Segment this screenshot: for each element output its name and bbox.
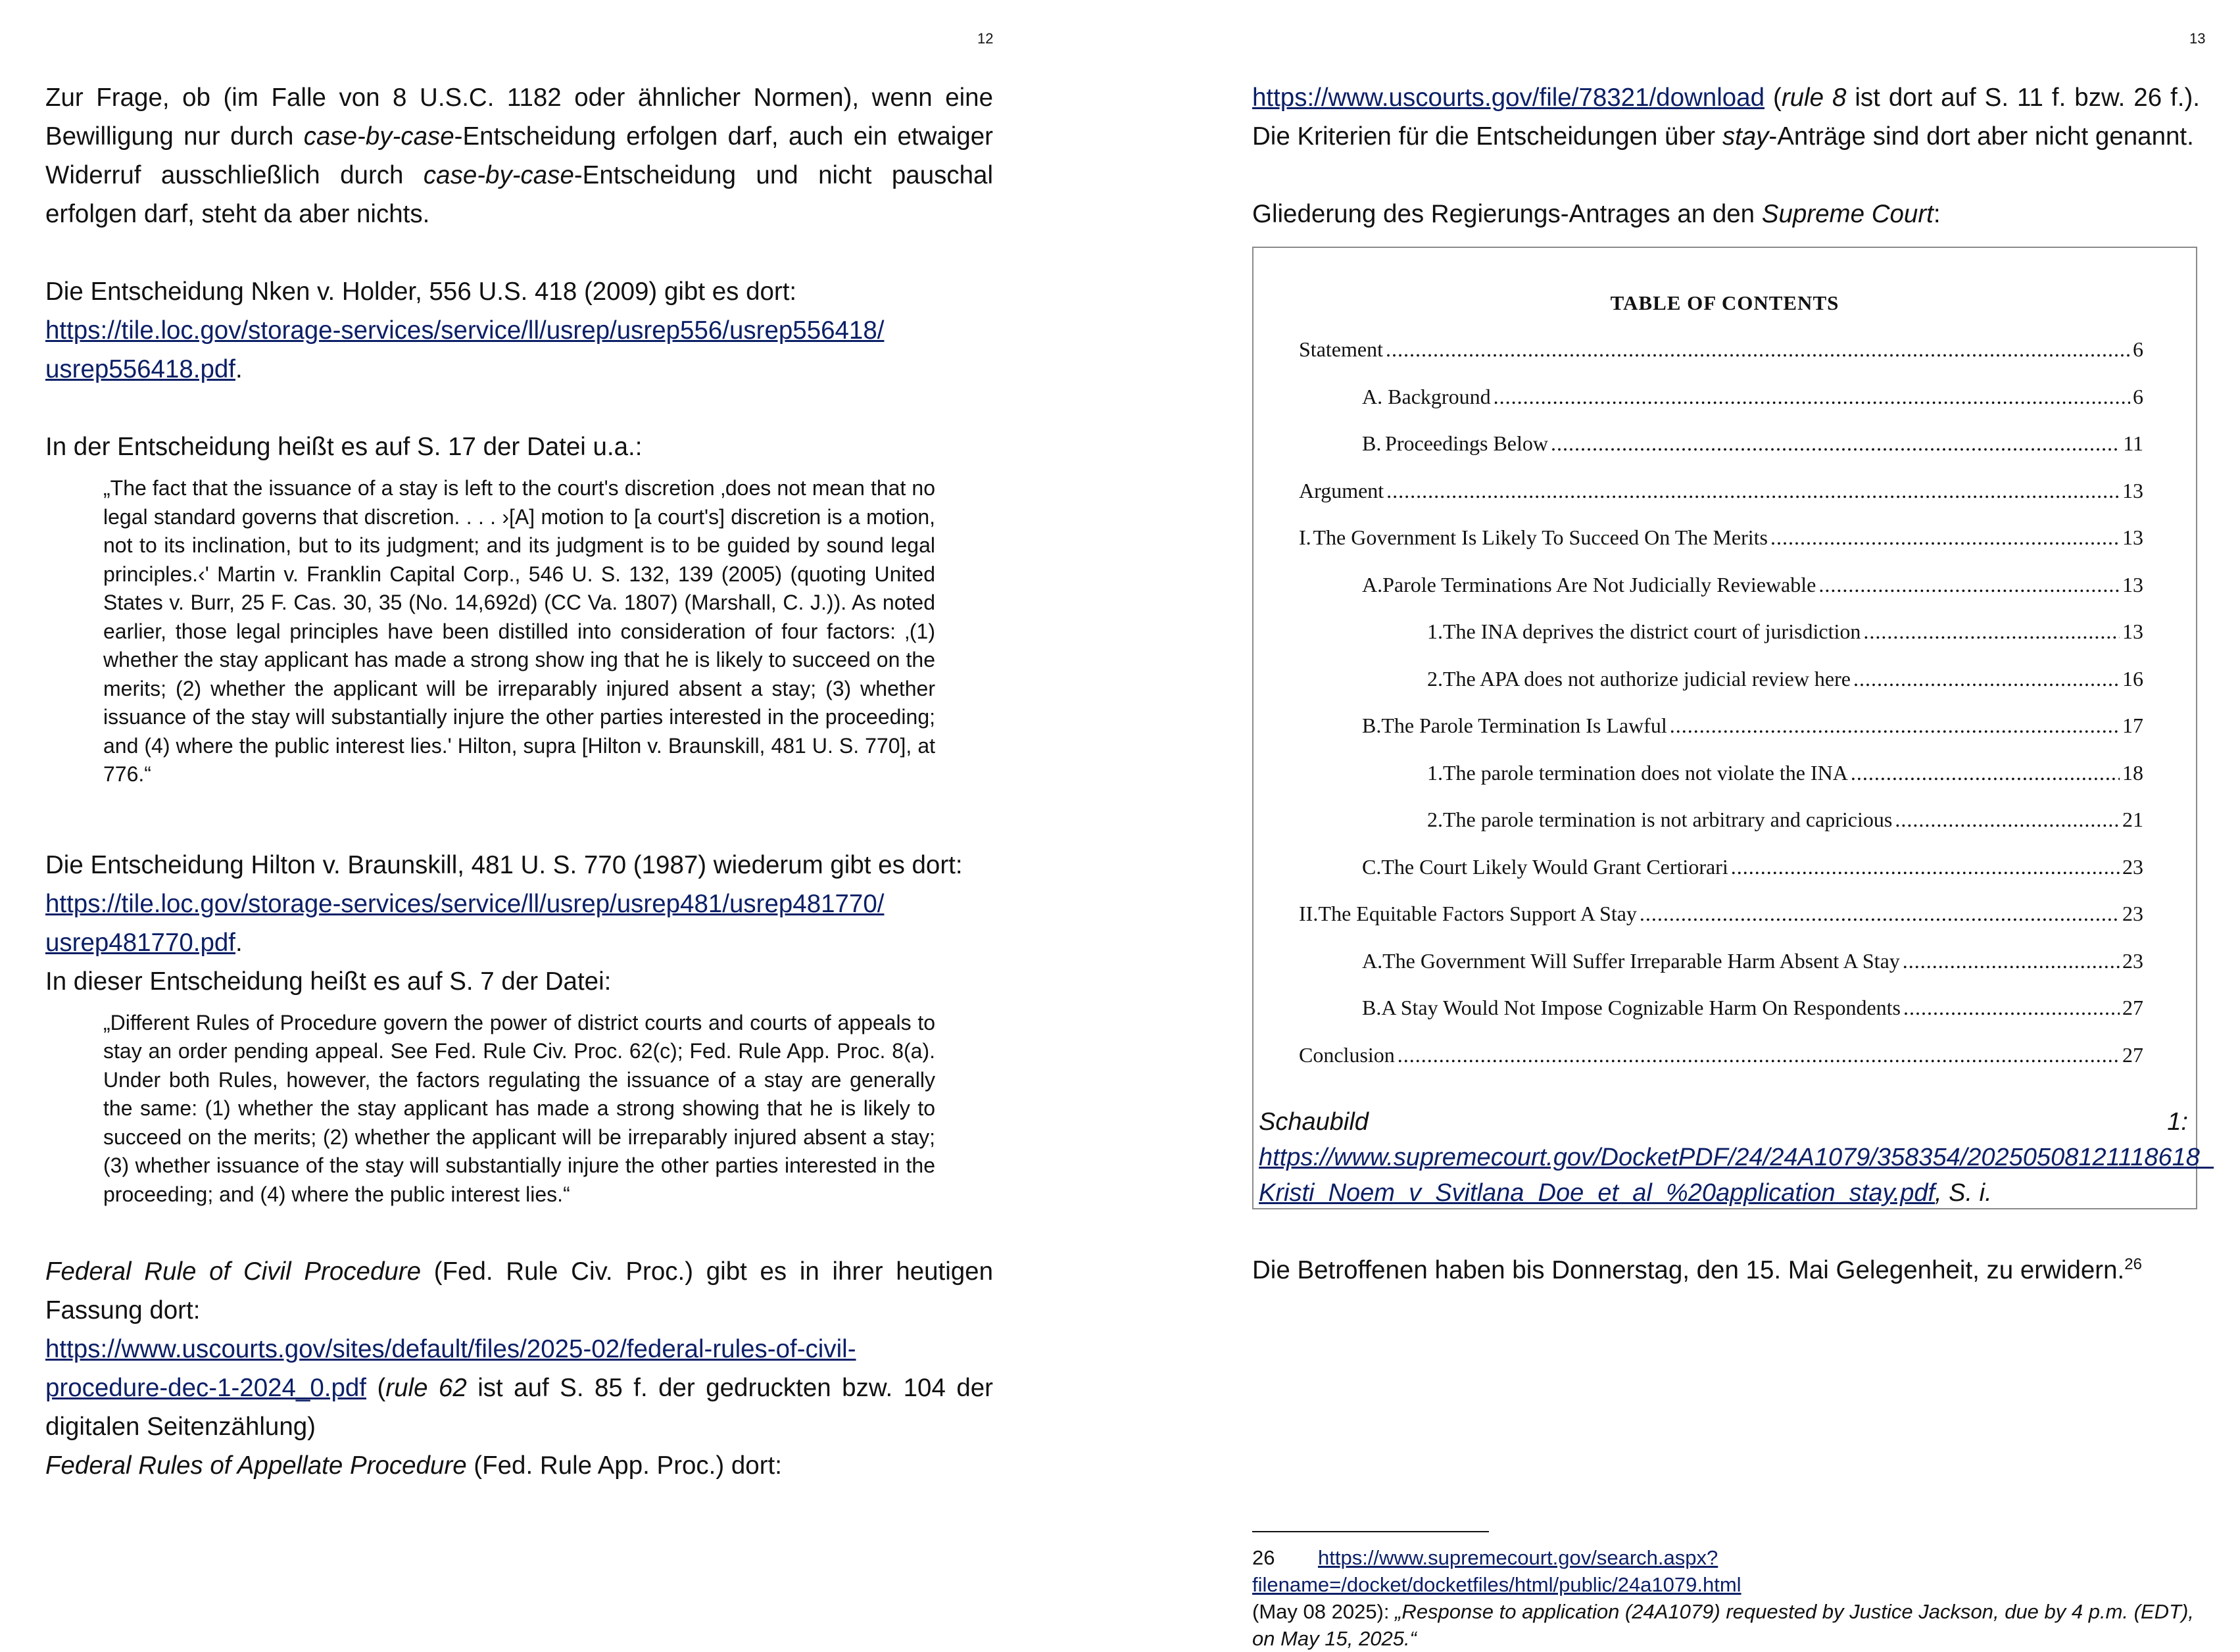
toc-leader-dots xyxy=(1903,949,2120,973)
table-of-contents-figure xyxy=(1252,247,2214,1209)
toc-entry-label: Background xyxy=(1388,384,1491,408)
toc-entry-label: Proceedings Below xyxy=(1385,431,1548,455)
page-number: 13 xyxy=(2189,30,2206,47)
toc-leader-dots xyxy=(1818,573,2120,597)
toc-entry-page: 6 xyxy=(2133,384,2143,408)
toc-entry xyxy=(1299,1043,2143,1067)
toc-entry-page: 6 xyxy=(2133,337,2143,361)
toc-entry xyxy=(1362,573,2143,597)
toc-entry-number: B. xyxy=(1362,431,1382,455)
caption-link[interactable]: https://www.supremecourt.gov/DocketPDF/24/24A1079/358354/20250508121118618_ Kristi_Noem_v_Svitlana_Doe_et_al_%20application_stay.pdf xyxy=(1259,1144,2214,1207)
paragraph-nken: Die Entscheidung Nken v. Holder, 556 U.S. 418 (2009) gibt es dort: https://tile.loc.gov/storage-services/service/ll/usrep/usrep556/usrep556418/ usrep556418.pdf. xyxy=(45,278,885,383)
toc-entry-page: 18 xyxy=(2122,760,2143,785)
toc-leader-dots xyxy=(1398,1043,2120,1067)
toc-entry-label: Parole Terminations Are Not Judicially Reviewable xyxy=(1382,572,1816,596)
toc-entry-label: A Stay Would Not Impose Cognizable Harm On Respondents xyxy=(1381,996,1901,1019)
toc-leader-dots xyxy=(1494,385,2130,409)
paragraph-hilton: Die Entscheidung Hilton v. Braunskill, 481 U. S. 770 (1987) wiederum gibt es dort: https://tile.loc.gov/storage-services/service/ll/usrep/usrep481/usrep481770/ usrep481770.pdf. xyxy=(45,850,963,957)
toc-entry-page: 27 xyxy=(2122,996,2143,1019)
toc-entry-page: 13 xyxy=(2122,525,2143,549)
footnote-26: 26 https://www.supremecourt.gov/search.aspx?filename=/docket/docketfiles/html/public/24a1079.html (May 08 2025): „Response to application (24A1079) requested by Justice Jackson, due by 4 p.m. (EDT), on May 15, 2025.“ xyxy=(1252,1546,2194,1650)
paragraph-frap-link: https://www.uscourts.gov/file/78321/download (rule 8 ist dort auf S. 11 f. bzw. 26 f.). Die Kriterien für die Entscheidungen über stay-Anträge sind dort aber nicht genannt. xyxy=(1252,84,2200,151)
toc-entry xyxy=(1299,902,2143,926)
paragraph-frcp: Federal Rule of Civil Procedure (Fed. Rule Civ. Proc.) gibt es in ihrer heutigen Fassung dort: https://www.uscourts.gov/sites/default/files/2025-02/federal-rules-of-civil- procedure-dec-1-2024_0.pdf (rule 62 ist auf S. 85 f. der gedruckten bzw. 104 der digitalen Seitenzählung) xyxy=(45,1257,993,1441)
toc-entry-number: C. xyxy=(1362,854,1382,879)
toc-entry-page: 21 xyxy=(2122,808,2143,831)
toc-entry-number: 2. xyxy=(1427,666,1443,691)
frap-link[interactable]: https://www.uscourts.gov/file/78321/download xyxy=(1252,84,1765,112)
toc-entry-page: 23 xyxy=(2122,948,2143,973)
toc-entry xyxy=(1362,855,2143,879)
toc-entry-label: The parole termination does not violate the INA xyxy=(1443,760,1848,785)
page-number: 12 xyxy=(977,30,994,47)
toc-leader-dots xyxy=(1853,667,2120,691)
toc-entry-number: II. xyxy=(1299,902,1319,925)
toc-leader-dots xyxy=(1640,902,2120,926)
paragraph-gliederung: Gliederung des Regierungs-Antrages an den Supreme Court: xyxy=(1252,200,1941,228)
toc-leader-dots xyxy=(1670,714,2120,738)
toc-entry-number: A. xyxy=(1362,572,1383,596)
toc-entry-label: The parole termination is not arbitrary and capricious xyxy=(1443,808,1893,831)
toc-entry xyxy=(1427,808,2143,832)
toc-entry xyxy=(1299,525,2143,550)
toc-title: TABLE OF CONTENTS xyxy=(1610,291,1839,314)
toc-entry-page: 13 xyxy=(2122,478,2143,502)
toc-entry-page: 27 xyxy=(2122,1042,2143,1067)
toc-entry-label: The APA does not authorize judicial review here xyxy=(1443,666,1851,691)
toc-entry-page: 16 xyxy=(2122,666,2143,691)
toc-entry-label: Argument xyxy=(1299,478,1384,502)
toc-entry-number: A. xyxy=(1362,384,1383,408)
toc-entry-number: 1. xyxy=(1427,620,1443,643)
toc-entry-label: Statement xyxy=(1299,337,1383,361)
right-page xyxy=(1120,0,2240,1650)
toc-entry xyxy=(1299,337,2143,362)
toc-entry-page: 13 xyxy=(2122,620,2143,643)
toc-entry-number: 1. xyxy=(1427,760,1443,785)
paragraph-case-by-case: Zur Frage, ob (im Falle von 8 U.S.C. 1182 oder ähnlicher Normen), wenn eine Bewilligung nur durch case-by-case-Entscheidung erfolgen darf, auch ein etwaiger Widerruf ausschließlich durch case-by-case-Entscheidung und nicht pauschal erfolgen darf, steht da aber nichts. xyxy=(45,84,993,228)
footnote-separator xyxy=(1252,1531,1489,1532)
toc-leader-dots xyxy=(1903,996,2120,1020)
paragraph-quote-intro-2: In dieser Entscheidung heißt es auf S. 7 der Datei: xyxy=(45,967,612,996)
toc-entry-number: I. xyxy=(1299,525,1311,549)
toc-leader-dots xyxy=(1386,337,2130,362)
toc-entry-page: 23 xyxy=(2122,902,2143,925)
paragraph-quote-intro-1: In der Entscheidung heißt es auf S. 17 der Datei u.a.: xyxy=(45,433,643,461)
toc-entry xyxy=(1362,949,2143,973)
paragraph-erwidern: Die Betroffenen haben bis Donnerstag, den 15. Mai Gelegenheit, zu erwidern.$^{26}$ xyxy=(1252,1255,2142,1284)
footnote-link[interactable]: https://www.supremecourt.gov/search.aspx?filename=/docket/docketfiles/html/public/24a1079.html xyxy=(1252,1546,1741,1596)
toc-entry-number: A. xyxy=(1362,948,1383,973)
frcp-link[interactable]: https://www.uscourts.gov/sites/default/files/2025-02/federal-rules-of-civil- procedure-dec-1-2024_0.pdf xyxy=(45,1335,856,1402)
toc-entry xyxy=(1427,761,2143,785)
toc-leader-dots xyxy=(1851,761,2120,785)
toc-entry-label: The Court Likely Would Grant Certiorari xyxy=(1381,854,1728,879)
toc-leader-dots xyxy=(1863,620,2120,644)
footnote-marker[interactable]: 26 xyxy=(2124,1255,2142,1273)
toc-entry xyxy=(1299,479,2143,503)
toc-entry-page: 11 xyxy=(2123,431,2143,455)
left-page-body xyxy=(45,78,993,1485)
paragraph-frap: Federal Rules of Appellate Procedure (Fed. Rule App. Proc.) dort: xyxy=(45,1451,782,1480)
toc-leader-dots xyxy=(1770,525,2120,550)
toc-entry xyxy=(1362,714,2143,738)
toc-entry-number: B. xyxy=(1362,996,1382,1019)
hilton-link[interactable]: https://tile.loc.gov/storage-services/service/ll/usrep/usrep481/usrep481770/ usrep481770.pdf xyxy=(45,889,885,957)
left-page xyxy=(0,0,1120,1631)
toc-leader-dots xyxy=(1731,855,2120,879)
toc-entry-label: The Parole Termination Is Lawful xyxy=(1381,714,1667,737)
toc-entry-number: B. xyxy=(1362,714,1382,737)
right-page-body xyxy=(1252,78,2214,1290)
toc-entry-page: 13 xyxy=(2122,572,2143,596)
toc-entry-page: 17 xyxy=(2122,714,2143,737)
toc-entry-number: 2. xyxy=(1427,808,1443,831)
toc-entry-page: 23 xyxy=(2122,854,2143,879)
toc-entry-label: The Equitable Factors Support A Stay xyxy=(1318,902,1637,925)
block-quote-nken: „The fact that the issuance of a stay is left to the court's discretion ‚does not mean that no legal standard governs that discretion. . . . ›[A] motion to [a court's] discretion is a motion, not to its inclination, but to its judgment; and its judgment is to be guided by sound legal principles.‹' Martin v. Franklin Capital Corp., 546 U. S. 132, 139 (2005) (quoting United States v. Burr, 25 F. Cas. 30, 35 (No. 14,692d) (CC Va. 1807) (Marshall, C. J.)). As noted earlier, those legal principles have been distilled into consideration of four factors: ‚(1) whether the stay applicant has made a strong show ing that he is likely to succeed on the merits; (2) whether the applicant will be irreparably injured absent a stay; (3) whether issuance of the stay will substantially injure the other parties interested in the proceeding; and (4) where the public interest lies.' Hilton, supra [Hilton v. Braunskill, 481 U. S. 770], at 776.“ xyxy=(103,476,935,786)
toc-entry-label: The Government Will Suffer Irreparable Harm Absent A Stay xyxy=(1382,948,1900,973)
toc-entry xyxy=(1362,431,2143,456)
nken-link[interactable]: https://tile.loc.gov/storage-services/service/ll/usrep/usrep556/usrep556418/ usrep556418.pdf xyxy=(45,316,885,383)
toc-entry-label: Conclusion xyxy=(1299,1042,1395,1067)
figure-caption: Schaubild 1: https://www.supremecourt.gov/DocketPDF/24/24A1079/358354/20250508121118618_ Kristi_Noem_v_Svitlana_Doe_et_al_%20application_stay.pdf, S. i. xyxy=(1259,1108,2214,1207)
toc-entry xyxy=(1362,385,2143,409)
toc-entry xyxy=(1427,667,2143,691)
block-quote-hilton: „Different Rules of Procedure govern the power of district courts and courts of appeals to stay an order pending appeal. See Fed. Rule Civ. Proc. 62(c); Fed. Rule App. Proc. 8(a). Under both Rules, however, the factors regulating the issuance of a stay are generally the same: (1) whether the stay applicant has made a strong showing that he is likely to succeed on the merits; (2) whether the applicant will be irreparably injured absent a stay; (3) whether issuance of the stay will substantially injure the other parties interested in the proceeding; and (4) where the public interest lies.“ xyxy=(103,1010,935,1206)
toc-leader-dots xyxy=(1551,431,2120,456)
toc-entry xyxy=(1362,996,2143,1020)
toc-leader-dots xyxy=(1386,479,2120,503)
toc-entry xyxy=(1427,620,2143,644)
toc-leader-dots xyxy=(1895,808,2120,832)
toc-entry-label: The INA deprives the district court of jurisdiction xyxy=(1443,620,1861,643)
toc-entry-label: The Government Is Likely To Succeed On The Merits xyxy=(1313,525,1768,549)
